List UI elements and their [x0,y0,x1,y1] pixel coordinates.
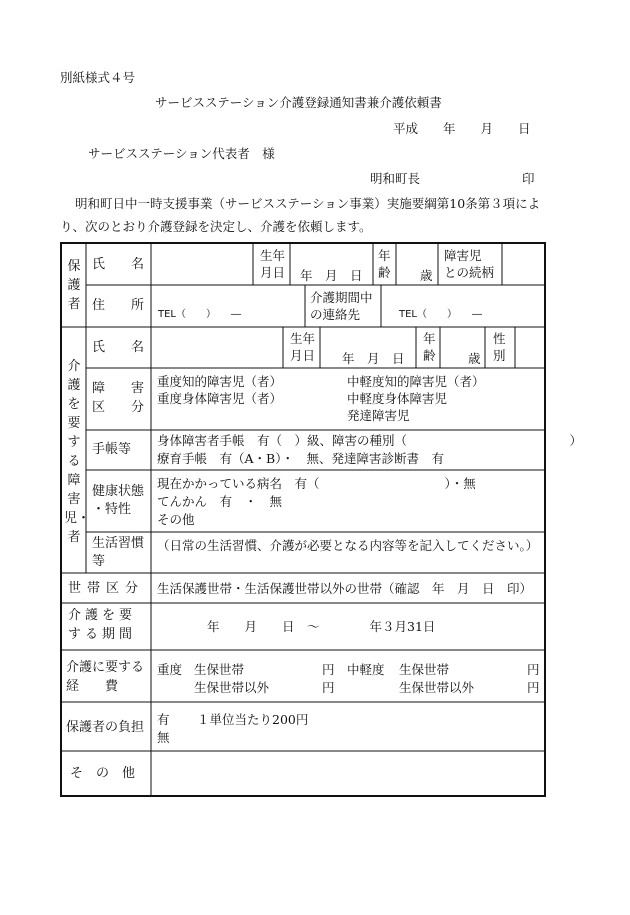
child-birth-label-1: 生年 [290,331,316,346]
disability-option-2: 重度身体障害児（者） [157,391,283,406]
household-text: 生活保護世帯・生活保護世帯以外の世帯（確認 年 月 日 印） [157,581,533,596]
date-line: 平成 年 月 日 [393,121,531,136]
expense-severe-welfare-yen: 円 [322,662,335,677]
guardian-age-label-1: 年 [378,248,391,263]
guardian-address-label: 住 所 [92,298,145,313]
expense-moderate-label: 中軽度 [347,662,385,677]
disability-label-1: 障 害 [92,381,145,396]
expense-moderate-welfare: 生保世帯 [399,662,450,677]
issuer: 明和町長 [370,171,421,186]
period-label-1: 介護を要 [68,608,137,623]
form-number: 別紙様式４号 [60,70,136,85]
expense-label-2: 経 費 [66,679,119,694]
habits-label-1: 生活習慣 [92,536,145,551]
disability-option-5: 発達障害児 [347,408,410,423]
guardian-name-label: 氏 名 [92,257,145,272]
child-sex-label-1: 性 [493,331,506,346]
guardian-birth-value: 年 月 日 [300,268,363,283]
habits-label-2: 等 [92,554,106,569]
expense-severe-non-welfare-yen: 円 [322,680,335,695]
guardian-birth-label-2: 月日 [260,265,286,280]
health-label-2: ・特性 [92,502,132,517]
habits-text: （日常の生活習慣、介護が必要となる内容等を記入してください。） [157,538,539,553]
addressee: サービスステーション代表者 様 [88,146,275,161]
child-name-label: 氏 名 [92,340,145,355]
burden-rate: １単位当たり200円 [197,712,309,727]
household-label: 世帯区分 [68,581,145,596]
child-sex-label-2: 別 [493,348,506,363]
disability-label-2: 区 分 [92,400,145,415]
health-line-1: 現在かかっている病名 有（ ）・無 [157,476,476,491]
health-line-3: その他 [157,512,195,527]
expense-label-1: 介護に要する [66,660,145,675]
guardian-section-label: 保護者 [67,259,81,312]
expense-moderate-non-welfare-yen: 円 [527,680,540,695]
expense-severe-label: 重度 [157,662,183,677]
other-label: そ の 他 [70,766,136,781]
expense-severe-welfare: 生保世帯 [194,662,245,677]
disability-option-1: 重度知的障害児（者） [157,374,283,389]
health-line-2: てんかん 有 ・ 無 [157,494,283,509]
burden-no: 無 [157,730,170,745]
child-age-label-1: 年 [423,331,436,346]
period-label-2: する期間 [68,627,137,642]
form-title: サービスステーション介護登録通知書兼介護依頼書 [155,95,442,110]
notebook-label: 手帳等 [92,442,132,457]
guardian-tel-1: TEL（ ） ― [158,309,241,320]
child-age-label-2: 齢 [423,348,436,363]
burden-label: 保護者の負担 [66,720,145,735]
expense-moderate-welfare-yen: 円 [527,662,540,677]
child-birth-label-2: 月日 [290,348,316,363]
guardian-contact-label-2: の連絡先 [310,307,361,322]
expense-severe-non-welfare: 生保世帯以外 [194,680,270,695]
notebook-line-1: 身体障害者手帳 有（ ）級、障害の種別（ ） [157,433,583,448]
period-text: 年 月 日 ～ 年３月31日 [207,619,436,634]
child-age-unit: 歳 [468,351,481,366]
child-section-label: 介護を要する障害児・者 [64,359,91,545]
guardian-contact-label-1: 介護期間中 [310,290,373,305]
guardian-age-unit: 歳 [420,268,433,283]
child-birth-value: 年 月 日 [342,351,405,366]
intro-line-2: り、次のとおり介護登録を決定し、介護を依頼します。 [60,219,372,234]
guardian-tel-2: TEL（ ） ― [399,309,482,320]
notebook-line-2: 療育手帳 有（A・B）・ 無、発達障害診断書 有 [157,451,444,466]
seal-mark: 印 [522,171,535,186]
disability-option-4: 中軽度身体障害児 [347,391,448,406]
disability-option-3: 中軽度知的障害児（者） [347,374,485,389]
guardian-birth-label-1: 生年 [260,248,286,263]
health-label-1: 健康状態 [92,484,145,499]
guardian-age-label-2: 齢 [378,265,391,280]
intro-line-1: 明和町日中一時支援事業（サービスステーション事業）実施要綱第10条第３項によ [75,196,541,211]
expense-moderate-non-welfare: 生保世帯以外 [399,680,475,695]
guardian-relation-label-2: との続柄 [444,265,495,280]
burden-yes: 有 [157,712,170,727]
guardian-relation-label-1: 障害児 [444,248,482,263]
